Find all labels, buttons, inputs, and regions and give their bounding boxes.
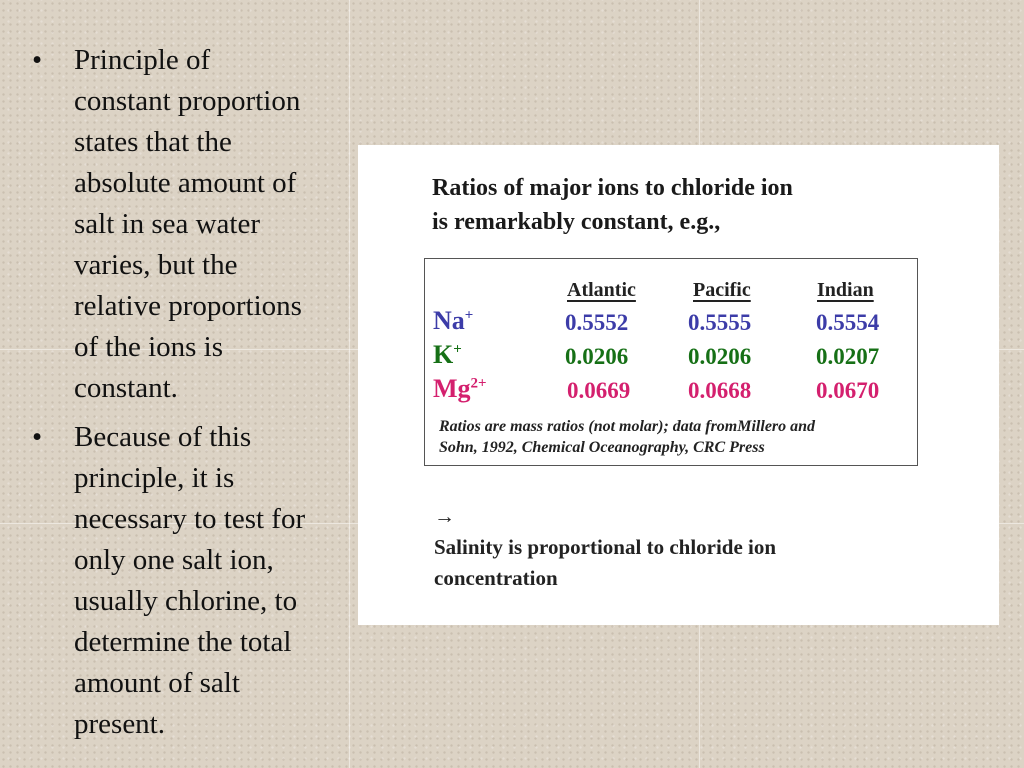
- ion-label-k: K+: [433, 340, 462, 369]
- bullet-line: present.: [74, 708, 165, 740]
- figure-title: [432, 171, 972, 239]
- figure-title-line: Ratios of major ions to chloride ion: [432, 175, 793, 201]
- bullet-dot: •: [32, 421, 43, 453]
- bullet-list: [30, 40, 350, 753]
- figure-title-line: is remarkably constant, e.g.,: [432, 209, 721, 235]
- value-k-atlantic: 0.0206: [565, 344, 629, 369]
- ion-ratio-figure: [358, 145, 999, 625]
- bullet-line: principle, it is: [74, 462, 235, 494]
- right-arrow-icon: →: [434, 504, 455, 528]
- ion-label-na: Na+: [433, 306, 474, 335]
- bullet-line: amount of salt: [74, 667, 240, 699]
- table-row-k: [425, 340, 917, 374]
- bullet-line: Principle of: [74, 44, 211, 76]
- bullet-line: Because of this: [74, 421, 252, 453]
- value-k-indian: 0.0207: [816, 344, 880, 369]
- column-header-indian: Indian: [817, 279, 874, 301]
- bullet-line: constant proportion: [74, 85, 301, 117]
- bullet-line: relative proportions: [74, 290, 302, 322]
- value-mg-atlantic: 0.0669: [567, 378, 631, 403]
- bullet-line: states that the: [74, 126, 232, 158]
- value-na-atlantic: 0.5552: [565, 310, 629, 335]
- bullet-line: necessary to test for: [74, 503, 306, 535]
- table-row-na: [425, 306, 917, 340]
- bullet-line: constant.: [74, 372, 178, 404]
- conclusion: [434, 501, 974, 594]
- bullet-line: absolute amount of: [74, 167, 297, 199]
- value-na-pacific: 0.5555: [688, 310, 752, 335]
- column-header-pacific: Pacific: [693, 279, 751, 301]
- source-note-line: Sohn, 1992, Chemical Oceanography, CRC Press: [439, 439, 765, 456]
- source-note-line: Ratios are mass ratios (not molar); data fromMillero and: [439, 418, 816, 435]
- bullet-item: [30, 40, 350, 409]
- conclusion-line: → Salinity is proportional to chloride ion: [434, 501, 974, 563]
- value-na-indian: 0.5554: [816, 310, 880, 335]
- bullet-line: only one salt ion,: [74, 544, 274, 576]
- value-mg-pacific: 0.0668: [688, 378, 752, 403]
- value-k-pacific: 0.0206: [688, 344, 752, 369]
- column-header-atlantic: Atlantic: [567, 279, 636, 301]
- bullet-dot: •: [32, 44, 43, 76]
- table-row-mg: [425, 374, 917, 408]
- ion-ratio-table: [424, 258, 918, 466]
- conclusion-line: concentration: [434, 566, 558, 590]
- source-note: [439, 416, 909, 458]
- bullet-line: determine the total: [74, 626, 292, 658]
- bullet-line: varies, but the: [74, 249, 238, 281]
- bullet-line: usually chlorine, to: [74, 585, 298, 617]
- bullet-item: [30, 417, 350, 745]
- bullet-line: salt in sea water: [74, 208, 261, 240]
- value-mg-indian: 0.0670: [816, 378, 880, 403]
- bullet-line: of the ions is: [74, 331, 224, 363]
- ion-label-mg: $Mg^{2+}$: [433, 374, 487, 403]
